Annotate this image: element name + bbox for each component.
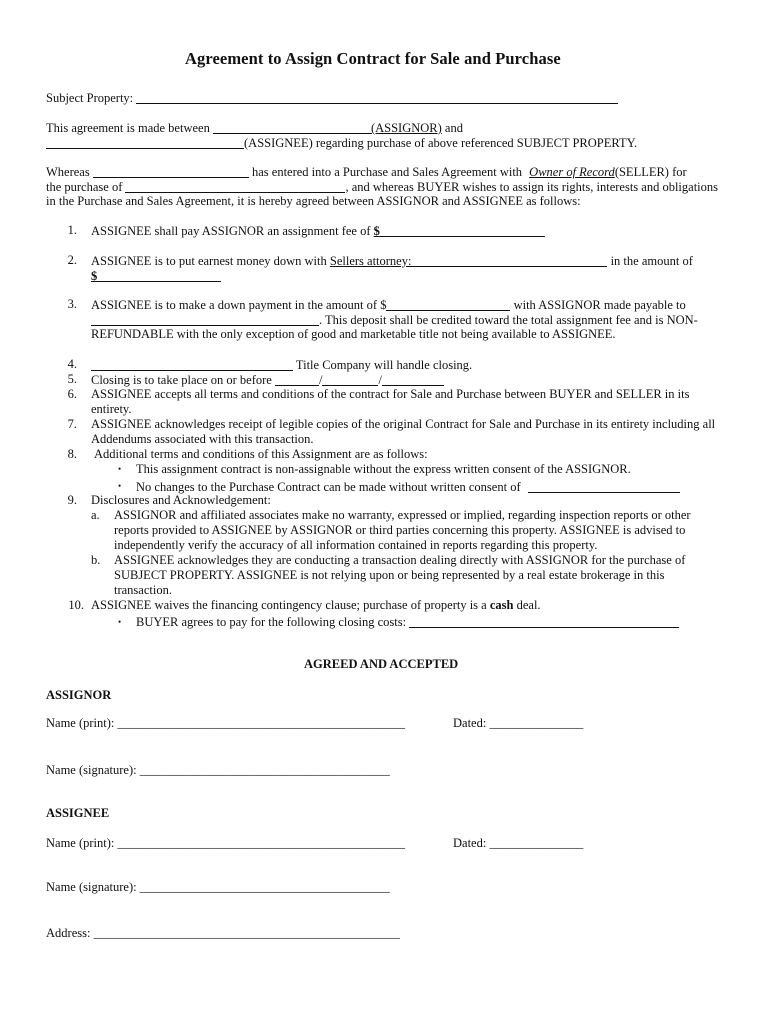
- item-7-line-1: ASSIGNEE acknowledges receipt of legible copies of the original Contract for Sale and Purchase in its entirety including all: [91, 417, 716, 431]
- purchase-of-text: the purchase of: [46, 180, 123, 194]
- item-3-line-3: REFUNDABLE with the only exception of good and marketable title not being available to ASSIGNEE.: [91, 327, 616, 341]
- assignment-fee-field[interactable]: [380, 225, 545, 237]
- assignor-name-field[interactable]: [213, 122, 371, 134]
- item-4-text: Title Company will handle closing.: [295, 358, 473, 372]
- purchase-of-field[interactable]: [125, 181, 345, 193]
- item-number: 8.: [67, 447, 77, 461]
- and-text: and: [444, 121, 463, 135]
- item-number: 6.: [67, 387, 77, 401]
- sub-label-a: a.: [91, 508, 100, 522]
- parties-line-1: [46, 120, 463, 136]
- closing-year-field[interactable]: [382, 374, 444, 386]
- item-number: 9.: [67, 493, 77, 507]
- payable-to-text: with ASSIGNOR made payable to: [513, 298, 686, 312]
- date-separator: /: [378, 373, 382, 387]
- item-3-line-1: [91, 297, 686, 313]
- item-2-line-2: [91, 268, 221, 284]
- whereas-line-2: [46, 179, 718, 195]
- item-2-line-1: [91, 253, 693, 269]
- deal-text: deal.: [516, 598, 541, 612]
- item-9a-line-1: ASSIGNOR and affiliated associates make no warranty, expressed or implied, regarding inspection reports or other: [114, 508, 691, 522]
- item-5: [91, 372, 444, 388]
- assignee-regarding-text: (ASSIGNEE) regarding purchase of above referenced SUBJECT PROPERTY.: [244, 136, 638, 150]
- item-9b-line-2: SUBJECT PROPERTY. ASSIGNEE is not relying upon or being represented by a real estate brokerage in this: [114, 568, 665, 582]
- document-title: Agreement to Assign Contract for Sale and Purchase: [185, 49, 561, 68]
- payable-to-field[interactable]: [91, 314, 319, 326]
- assignee-name-signature[interactable]: Name (signature): ________________________________________: [46, 880, 390, 894]
- whereas-party-field[interactable]: [93, 166, 249, 178]
- amount-of-text: in the amount of: [610, 254, 693, 268]
- deposit-credited-text: . This deposit shall be credited toward the total assignment fee and is NON-: [319, 313, 698, 327]
- item-2-text: ASSIGNEE is to put earnest money down with: [91, 254, 327, 268]
- item-9a-line-2: reports provided to ASSIGNEE by ASSIGNOR or third parties concerning this property. ASSIGNEE is advised to: [114, 523, 686, 537]
- item-4: [91, 357, 472, 373]
- buyer-wishes-text: , and whereas BUYER wishes to assign its rights, interests and obligations: [345, 180, 719, 194]
- assignor-name-signature[interactable]: Name (signature): ________________________________________: [46, 763, 390, 777]
- item-10: [91, 598, 541, 613]
- item-9-text: Disclosures and Acknowledgement:: [91, 493, 271, 507]
- item-number: 4.: [67, 357, 77, 371]
- item-5-text: Closing is to take place on or before: [91, 373, 272, 387]
- closing-costs-field[interactable]: [409, 616, 679, 628]
- assignor-label: (ASSIGNOR): [370, 121, 442, 135]
- subject-property-line: [46, 90, 618, 106]
- assignee-dated[interactable]: Dated: _______________: [453, 836, 584, 850]
- down-payment-field[interactable]: [386, 299, 510, 311]
- bullet-icon: •: [118, 617, 122, 627]
- item-8-text: Additional terms and conditions of this Assignment are as follows:: [94, 447, 428, 461]
- seller-label: (SELLER) for: [614, 165, 687, 179]
- sellers-attorney-text: Sellers attorney:: [329, 254, 412, 268]
- earnest-money-field[interactable]: [97, 270, 221, 282]
- item-9a-line-3: independently verify the accuracy of all information contained in reports regarding this property.: [114, 538, 598, 552]
- item-10-text: ASSIGNEE waives the financing contingency clause; purchase of property is a: [91, 598, 487, 612]
- agreed-heading: AGREED AND ACCEPTED: [304, 657, 459, 671]
- item-1-text: ASSIGNEE shall pay ASSIGNOR an assignment fee of: [91, 224, 371, 238]
- subject-property-label: Subject Property:: [46, 91, 134, 105]
- assignor-name-print[interactable]: Name (print): ______________________________________________: [46, 716, 406, 730]
- assignee-heading: ASSIGNEE: [46, 806, 110, 820]
- no-changes-text: No changes to the Purchase Contract can be made without written consent of: [136, 480, 521, 494]
- item-3-text: ASSIGNEE is to make a down payment in the amount of $: [91, 298, 387, 312]
- item-9b-line-1: ASSIGNEE acknowledges they are conducting a transaction dealing directly with ASSIGNOR for the purchase of: [114, 553, 686, 567]
- date-separator: /: [318, 373, 323, 387]
- item-9b-line-3: transaction.: [114, 583, 172, 597]
- item-8-bullet-1: This assignment contract is non-assignable without the express written consent of the ASSIGNOR.: [136, 462, 631, 476]
- item-number: 7.: [67, 417, 77, 431]
- assignor-heading: ASSIGNOR: [46, 688, 112, 702]
- entered-agreement-text: has entered into a Purchase and Sales Agreement with: [251, 165, 523, 179]
- whereas-text: Whereas: [46, 165, 90, 179]
- item-number: 2.: [67, 253, 77, 267]
- closing-month-field[interactable]: [275, 374, 319, 386]
- dollar-sign: $: [373, 224, 380, 238]
- assignee-name-print[interactable]: Name (print): ______________________________________________: [46, 836, 406, 850]
- item-number: 3.: [67, 297, 77, 311]
- whereas-line-3: in the Purchase and Sales Agreement, it is hereby agreed between ASSIGNOR and ASSIGNEE as follows:: [46, 194, 581, 208]
- title-company-field[interactable]: [91, 359, 293, 371]
- item-6-line-2: entirety.: [91, 402, 132, 416]
- sellers-attorney-field[interactable]: [411, 255, 607, 267]
- item-6-line-1: ASSIGNEE accepts all terms and conditions of the contract for Sale and Purchase between BUYER and SELLER in its: [91, 387, 690, 401]
- assignee-name-field[interactable]: [46, 137, 244, 149]
- item-3-line-2: [91, 312, 698, 328]
- item-7-line-2: Addendums associated with this transaction.: [91, 432, 314, 446]
- bullet-icon: •: [118, 464, 122, 474]
- item-number: 1.: [67, 223, 77, 237]
- item-1: [91, 223, 545, 239]
- assignee-address[interactable]: Address: _________________________________________________: [46, 926, 400, 940]
- subject-property-field[interactable]: [136, 92, 618, 104]
- owner-of-record-text: Owner of Record: [529, 165, 615, 179]
- item-10-bullet: [136, 614, 679, 630]
- sub-label-b: b.: [91, 553, 101, 567]
- closing-costs-text: BUYER agrees to pay for the following closing costs:: [136, 615, 407, 629]
- dollar-sign: $: [91, 269, 98, 283]
- cash-text: cash: [489, 598, 514, 612]
- made-between-text: This agreement is made between: [46, 121, 210, 135]
- bullet-icon: •: [118, 481, 122, 491]
- assignor-dated[interactable]: Dated: _______________: [453, 716, 584, 730]
- item-number: 10.: [68, 598, 84, 612]
- closing-day-field[interactable]: [322, 374, 378, 386]
- item-number: 5.: [67, 372, 77, 386]
- written-consent-field[interactable]: [528, 481, 680, 493]
- whereas-line-1: [46, 164, 687, 180]
- parties-line-2: [46, 135, 637, 151]
